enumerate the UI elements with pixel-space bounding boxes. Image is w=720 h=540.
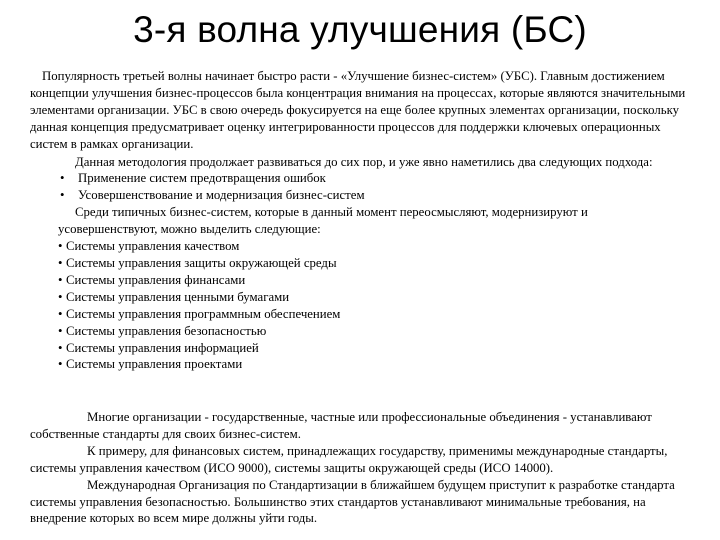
list-item: [58, 323, 690, 340]
methodology-list: [30, 170, 690, 204]
closing-paragraph-2: К примеру, для финансовых систем, принадлежащих государству, применимы международные стандарты, системы управления качеством (ИСО 9000), системы защиты окружающей среды (ИСО 14000).: [30, 443, 668, 475]
bullet-icon: •: [58, 323, 63, 338]
list-item: [58, 255, 690, 272]
list-item-text: Системы управления программным обеспечением: [66, 306, 341, 321]
list-item-text: Системы управления безопасностью: [66, 323, 267, 338]
list-item-text: Системы управления информацией: [66, 340, 259, 355]
bullet-icon: •: [58, 289, 63, 304]
list-item-text: Системы управления проектами: [66, 357, 243, 372]
typical-section: [30, 204, 690, 238]
list-item: [58, 238, 690, 255]
intro-paragraph: Популярность третьей волны начинает быстро расти - «Улучшение бизнес-систем» (УБС). Главным достижением концепции улучшения бизнес-процессов была концентрация внимания на процессах, которые являются значительными элементами организации. УБС в свою очередь фокусируется на еще более крупных элементах организации, поскольку данная концепция предусматривает оценку интегрированности процессов для поддержки ключевых операционных систем в рамках организации.: [30, 69, 686, 151]
list-item: [58, 272, 690, 289]
list-item-text: Применение систем предотвращения ошибок: [78, 171, 326, 186]
list-item-text: Системы управления защиты окружающей среды: [66, 255, 337, 270]
bullet-icon: •: [60, 188, 65, 203]
bullet-icon: •: [58, 340, 63, 355]
list-item-text: Системы управления качеством: [66, 239, 240, 254]
list-item: [30, 170, 690, 187]
list-item: [58, 306, 690, 323]
methodology-lead: Данная методология продолжает развиваться до сих пор, и уже явно наметились два следующих подхода:: [75, 154, 653, 169]
bullet-icon: •: [58, 357, 63, 372]
bullet-icon: •: [58, 306, 63, 321]
typical-list: [30, 238, 690, 373]
list-item-text: Системы управления ценными бумагами: [66, 289, 290, 304]
closing-paragraph-3: Международная Организация по Стандартизации в ближайшем будущем приступит к разработке стандарта системы управления безопасностью. Большинство этих стандартов устанавливают минимальные требования, на внедрение которых во всем мире должны уйти годы.: [30, 477, 675, 526]
list-item: [58, 356, 690, 373]
slide-body: [30, 68, 690, 373]
methodology-section: [30, 154, 690, 171]
bullet-icon: •: [60, 171, 65, 186]
typical-lead: Среди типичных бизнес-систем, которые в данный момент переосмысляют, модернизируют и усовершенствуют, можно выделить следующие:: [58, 205, 588, 237]
slide-title: 3-я волна улучшения (БС): [133, 9, 587, 50]
list-item: [58, 289, 690, 306]
list-item-text: Системы управления финансами: [66, 272, 246, 287]
bullet-icon: •: [58, 255, 63, 270]
list-item: [58, 340, 690, 357]
closing-section: [30, 409, 690, 527]
list-item-text: Усовершенствование и модернизация бизнес-систем: [78, 188, 365, 203]
bullet-icon: •: [58, 239, 63, 254]
closing-paragraph-1: Многие организации - государственные, частные или профессиональные объединения - устанавливают собственные стандарты для своих бизнес-систем.: [30, 410, 652, 441]
bullet-icon: •: [58, 272, 63, 287]
list-item: [30, 187, 690, 204]
